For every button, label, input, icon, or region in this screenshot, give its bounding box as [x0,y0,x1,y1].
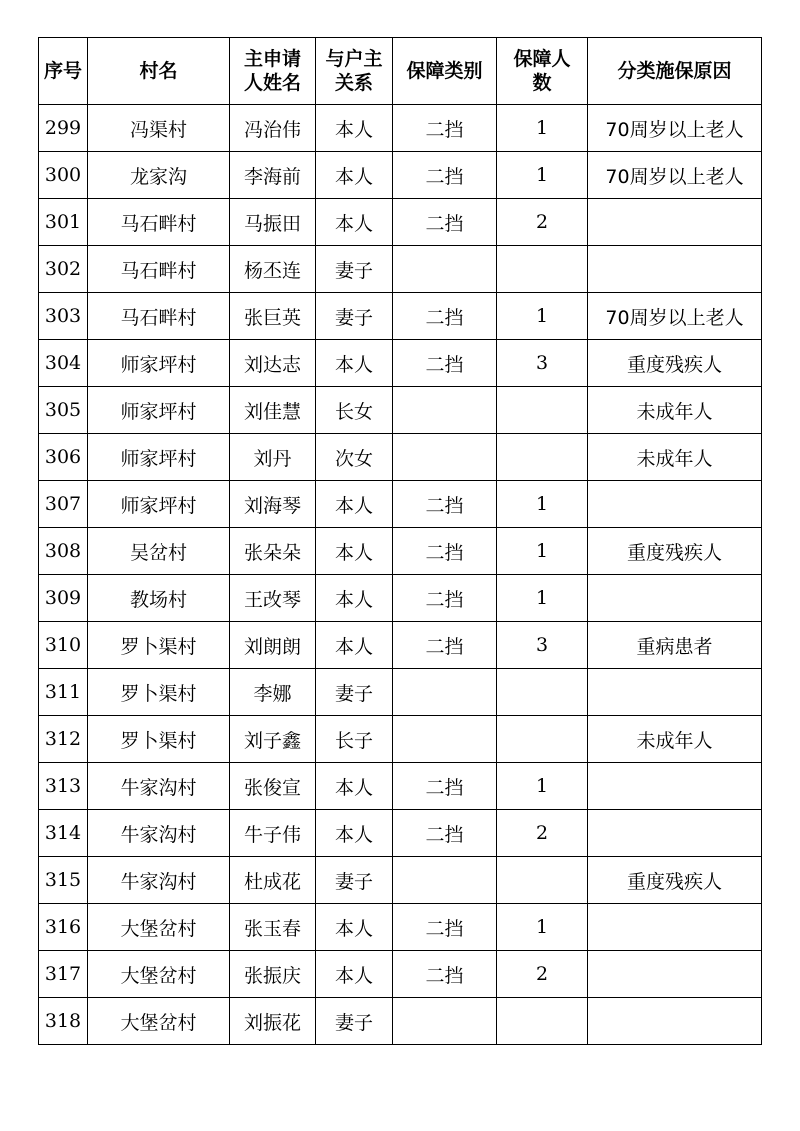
cell-assistance-category: 二挡 [393,951,497,998]
cell-assistance-category: 二挡 [393,340,497,387]
cell-classification-reason [588,904,762,951]
cell-relation: 长子 [316,716,393,763]
cell-relation: 本人 [316,105,393,152]
cell-classification-reason: 70周岁以上老人 [588,105,762,152]
header-applicant-name: 主申请 人姓名 [230,38,316,105]
cell-assisted-persons-count: 3 [497,622,588,669]
cell-relation: 本人 [316,152,393,199]
cell-relation: 次女 [316,434,393,481]
cell-assistance-category [393,857,497,904]
cell-applicant-name: 刘达志 [230,340,316,387]
cell-classification-reason: 重病患者 [588,622,762,669]
cell-village-name: 马石畔村 [88,293,230,340]
cell-village-name: 教场村 [88,575,230,622]
cell-village-name: 冯渠村 [88,105,230,152]
cell-assisted-persons-count [497,434,588,481]
cell-serial-number: 300 [39,152,88,199]
cell-assisted-persons-count: 2 [497,810,588,857]
cell-applicant-name: 杨丕连 [230,246,316,293]
cell-applicant-name: 刘振花 [230,998,316,1045]
cell-relation: 本人 [316,481,393,528]
cell-assisted-persons-count [497,998,588,1045]
cell-applicant-name: 张俊宣 [230,763,316,810]
cell-assistance-category [393,716,497,763]
table-row [39,152,762,199]
cell-assistance-category: 二挡 [393,763,497,810]
table-row [39,716,762,763]
cell-serial-number: 299 [39,105,88,152]
cell-village-name: 牛家沟村 [88,857,230,904]
cell-applicant-name: 张巨英 [230,293,316,340]
cell-assisted-persons-count: 1 [497,481,588,528]
cell-assistance-category: 二挡 [393,481,497,528]
cell-assistance-category: 二挡 [393,105,497,152]
cell-applicant-name: 刘佳慧 [230,387,316,434]
cell-applicant-name: 张玉春 [230,904,316,951]
cell-applicant-name: 王改琴 [230,575,316,622]
cell-village-name: 师家坪村 [88,481,230,528]
table-row [39,481,762,528]
cell-serial-number: 314 [39,810,88,857]
header-serial-number: 序号 [39,38,88,105]
cell-village-name: 罗卜渠村 [88,716,230,763]
cell-village-name: 大堡岔村 [88,998,230,1045]
cell-applicant-name: 刘海琴 [230,481,316,528]
cell-village-name: 牛家沟村 [88,763,230,810]
cell-classification-reason: 未成年人 [588,434,762,481]
cell-classification-reason: 70周岁以上老人 [588,293,762,340]
cell-relation: 妻子 [316,998,393,1045]
cell-classification-reason: 70周岁以上老人 [588,152,762,199]
cell-classification-reason [588,669,762,716]
table-row [39,246,762,293]
cell-classification-reason [588,481,762,528]
cell-classification-reason [588,199,762,246]
table-row [39,387,762,434]
cell-serial-number: 316 [39,904,88,951]
table-row [39,998,762,1045]
cell-assistance-category: 二挡 [393,622,497,669]
table-row [39,199,762,246]
cell-relation: 本人 [316,340,393,387]
table-row [39,857,762,904]
cell-serial-number: 306 [39,434,88,481]
cell-village-name: 吴岔村 [88,528,230,575]
cell-assisted-persons-count: 1 [497,293,588,340]
cell-classification-reason: 重度残疾人 [588,857,762,904]
cell-assistance-category [393,669,497,716]
cell-relation: 本人 [316,199,393,246]
cell-serial-number: 315 [39,857,88,904]
cell-applicant-name: 牛子伟 [230,810,316,857]
cell-applicant-name: 马振田 [230,199,316,246]
cell-assisted-persons-count: 1 [497,105,588,152]
cell-classification-reason [588,951,762,998]
cell-applicant-name: 刘子鑫 [230,716,316,763]
table-row [39,528,762,575]
cell-classification-reason [588,998,762,1045]
cell-serial-number: 302 [39,246,88,293]
cell-village-name: 师家坪村 [88,387,230,434]
cell-relation: 本人 [316,763,393,810]
cell-village-name: 大堡岔村 [88,951,230,998]
cell-village-name: 马石畔村 [88,246,230,293]
header-assistance-category: 保障类别 [393,38,497,105]
cell-relation: 本人 [316,904,393,951]
cell-assisted-persons-count: 2 [497,951,588,998]
cell-assistance-category: 二挡 [393,152,497,199]
cell-relation: 妻子 [316,293,393,340]
table-row [39,763,762,810]
table-row [39,951,762,998]
cell-applicant-name: 刘朗朗 [230,622,316,669]
table-body [39,105,762,1045]
table-row [39,622,762,669]
cell-classification-reason [588,575,762,622]
cell-classification-reason: 重度残疾人 [588,528,762,575]
cell-serial-number: 308 [39,528,88,575]
cell-village-name: 师家坪村 [88,340,230,387]
table-row [39,293,762,340]
cell-relation: 本人 [316,528,393,575]
table-row [39,575,762,622]
cell-serial-number: 307 [39,481,88,528]
header-relation-to-householder: 与户主 关系 [316,38,393,105]
cell-classification-reason [588,246,762,293]
cell-applicant-name: 刘丹 [230,434,316,481]
cell-classification-reason: 未成年人 [588,387,762,434]
cell-assisted-persons-count: 1 [497,904,588,951]
cell-relation: 本人 [316,951,393,998]
table-row [39,434,762,481]
cell-assisted-persons-count [497,669,588,716]
cell-serial-number: 311 [39,669,88,716]
cell-assisted-persons-count: 1 [497,763,588,810]
cell-serial-number: 312 [39,716,88,763]
table-row [39,669,762,716]
cell-serial-number: 313 [39,763,88,810]
cell-relation: 本人 [316,810,393,857]
cell-assistance-category: 二挡 [393,528,497,575]
cell-assisted-persons-count: 1 [497,575,588,622]
cell-relation: 本人 [316,622,393,669]
cell-serial-number: 309 [39,575,88,622]
cell-applicant-name: 张振庆 [230,951,316,998]
cell-serial-number: 310 [39,622,88,669]
cell-village-name: 牛家沟村 [88,810,230,857]
cell-classification-reason: 未成年人 [588,716,762,763]
cell-village-name: 龙家沟 [88,152,230,199]
cell-applicant-name: 张朵朵 [230,528,316,575]
cell-assistance-category: 二挡 [393,293,497,340]
cell-village-name: 罗卜渠村 [88,622,230,669]
cell-assisted-persons-count: 1 [497,152,588,199]
table-row [39,340,762,387]
cell-assisted-persons-count: 2 [497,199,588,246]
cell-serial-number: 301 [39,199,88,246]
cell-relation: 本人 [316,575,393,622]
cell-classification-reason [588,763,762,810]
header-classification-reason: 分类施保原因 [588,38,762,105]
cell-relation: 妻子 [316,246,393,293]
header-village-name: 村名 [88,38,230,105]
cell-classification-reason [588,810,762,857]
cell-assisted-persons-count [497,387,588,434]
cell-assistance-category: 二挡 [393,199,497,246]
cell-assisted-persons-count [497,716,588,763]
cell-serial-number: 318 [39,998,88,1045]
assistance-roster-table [38,37,762,1045]
cell-assistance-category: 二挡 [393,810,497,857]
cell-assisted-persons-count [497,857,588,904]
cell-applicant-name: 李娜 [230,669,316,716]
cell-assistance-category: 二挡 [393,575,497,622]
cell-village-name: 师家坪村 [88,434,230,481]
cell-serial-number: 303 [39,293,88,340]
cell-assistance-category [393,998,497,1045]
table-header-row [39,38,762,105]
cell-assisted-persons-count: 1 [497,528,588,575]
table-row [39,904,762,951]
cell-serial-number: 305 [39,387,88,434]
cell-relation: 长女 [316,387,393,434]
cell-serial-number: 304 [39,340,88,387]
cell-classification-reason: 重度残疾人 [588,340,762,387]
cell-applicant-name: 杜成花 [230,857,316,904]
cell-assisted-persons-count [497,246,588,293]
cell-assistance-category [393,246,497,293]
cell-village-name: 大堡岔村 [88,904,230,951]
cell-applicant-name: 冯治伟 [230,105,316,152]
header-assisted-persons-count: 保障人 数 [497,38,588,105]
cell-assisted-persons-count: 3 [497,340,588,387]
cell-relation: 妻子 [316,669,393,716]
cell-serial-number: 317 [39,951,88,998]
table-row [39,105,762,152]
cell-assistance-category: 二挡 [393,904,497,951]
cell-relation: 妻子 [316,857,393,904]
cell-assistance-category [393,387,497,434]
table-row [39,810,762,857]
cell-assistance-category [393,434,497,481]
cell-village-name: 罗卜渠村 [88,669,230,716]
cell-applicant-name: 李海前 [230,152,316,199]
cell-village-name: 马石畔村 [88,199,230,246]
